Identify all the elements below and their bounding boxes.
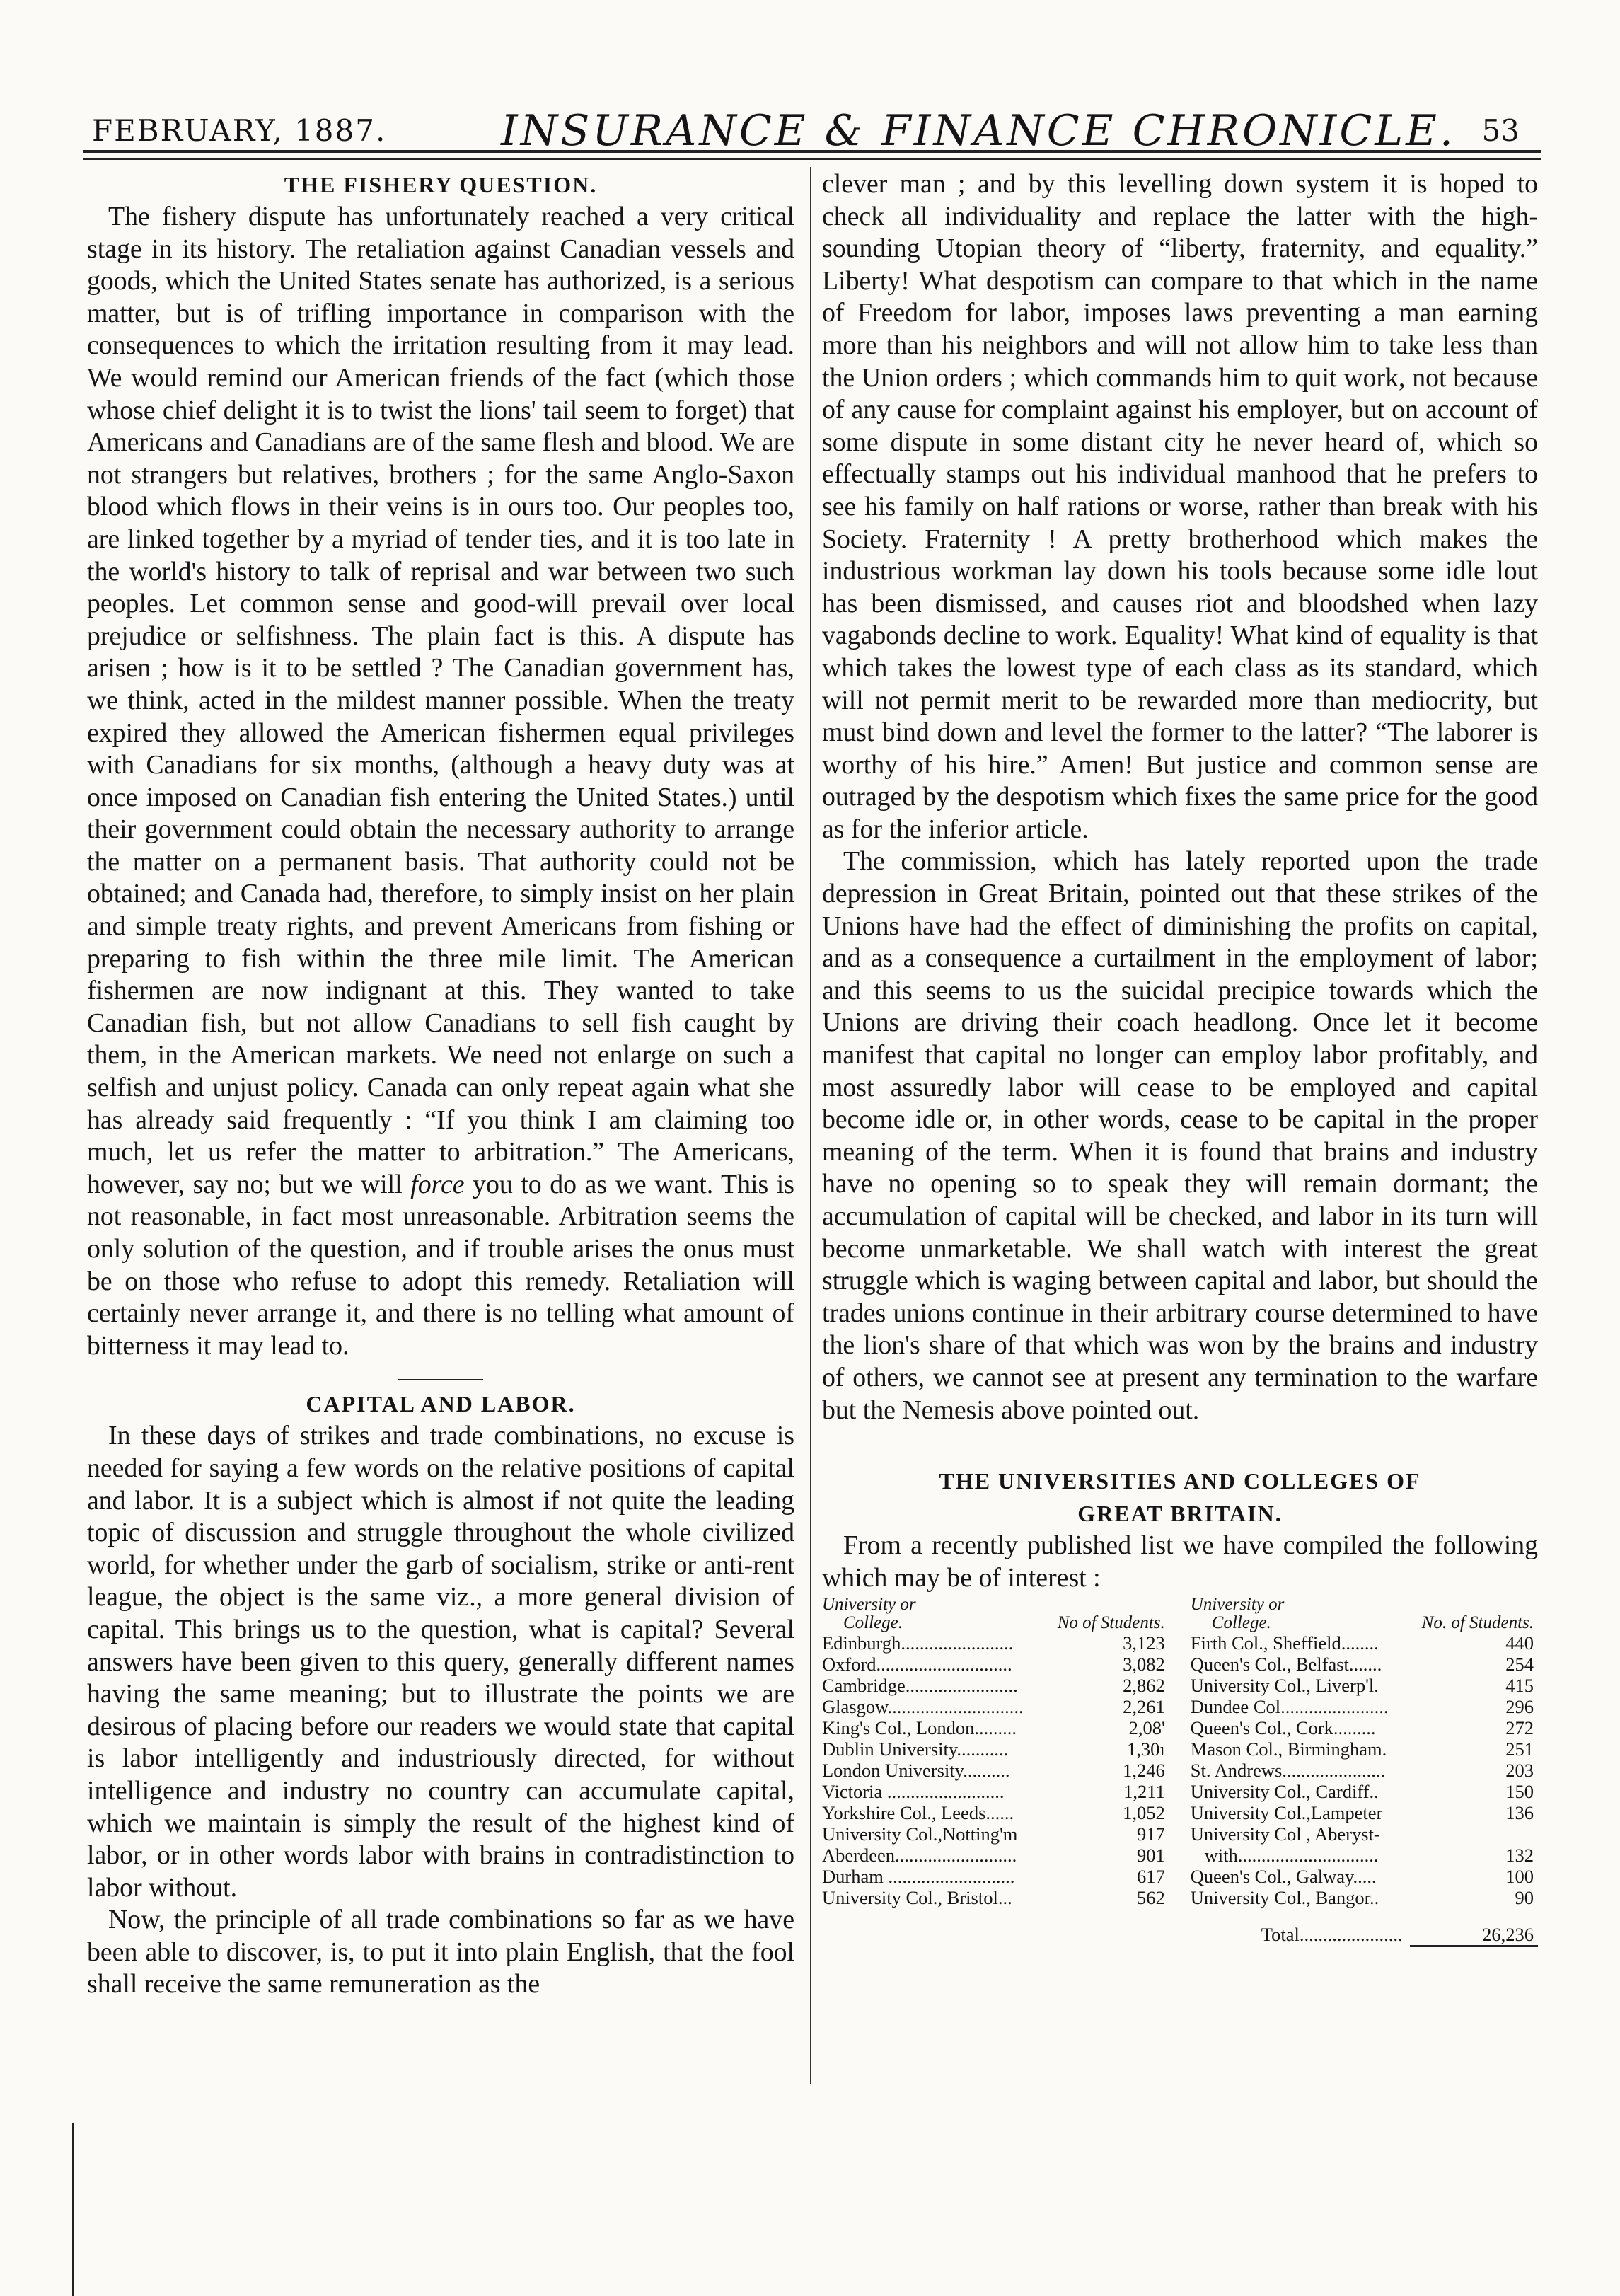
right-name: University Col.,Lampeter [1190, 1802, 1383, 1824]
right-count: 150 [1505, 1781, 1534, 1803]
capital-paragraph-2-continued: clever man ; and by this levelling down system it is hoped to check all individuality and replace the latter with the high-sounding Utopian theory of “liberty, fraternity, and equality.” Liberty! What despotism can compare to that which in the name of Freedom for labor, imposes laws preventing a man earning more than his neighbors and will not allow him to take less than the Union orders ; which commands him to quit work, not because of any cause for complaint against his employer, but on account of some dispute in some distant city he never heard of, which so effectually stamps out his individual manhood that he prefers to see his family on half rations or worse, rather than break with his Society. Fraternity ! A pretty brotherhood which makes the industrious workman lay down his tools because some idle lout has been dismissed, and causes riot and bloodshed when lazy vagabonds decline to work. Equality! What kind of equality is that which takes the lowest type of each class as its standard, which will not permit merit to be rewarded more than mediocrity, but must bind down and level the former to the latter? “The laborer is worthy of his hire.” Amen! But justice and common sense are outraged by the despotism which fixes the same price for the good as for the inferior article. [822, 169, 1538, 844]
table-row [822, 1632, 1538, 1654]
header-rule-thick [83, 150, 1541, 153]
right-count: 296 [1505, 1696, 1534, 1718]
left-count: 2,261 [1123, 1696, 1165, 1718]
right-count: 251 [1505, 1738, 1534, 1760]
left-column [87, 168, 794, 2001]
left-count: 3,082 [1123, 1654, 1165, 1675]
right-name: Mason Col., Birmingham. [1190, 1738, 1387, 1760]
left-name: London University.......... [822, 1760, 1010, 1782]
left-count: 1,30ı [1127, 1738, 1165, 1760]
total-label: Total...................... [1261, 1924, 1403, 1946]
table-row [822, 1781, 1538, 1802]
left-name: University Col.,Notting'm [822, 1823, 1018, 1845]
page-number: 53 [1481, 113, 1520, 148]
right-count [1410, 1823, 1538, 1845]
right-name: University Col., Bangor.. [1190, 1887, 1379, 1909]
col-header-college: College. [843, 1613, 903, 1633]
issue-date: FEBRUARY, 1887. [92, 113, 387, 148]
masthead [83, 103, 1548, 156]
left-name: Glasgow............................. [822, 1696, 1024, 1718]
right-name: Queen's Col., Belfast....... [1190, 1654, 1382, 1675]
fishery-heading: THE FISHERY QUESTION. [284, 172, 598, 197]
left-name: Oxford............................. [822, 1654, 1012, 1675]
right-count: 440 [1505, 1632, 1534, 1654]
left-name: Dublin University........... [822, 1738, 1009, 1760]
capital-paragraph-3: The commission, which has lately reported upon the trade depression in Great Britain, pointed out that these strikes of the Unions have had the effect of diminishing the profits on capital, and as a consequence a curtailment in the employment of labor; and this seems to us the suicidal precipice towards which the Unions are driving their coach headlong. Once let it become manifest that capital no longer can employ labor profitably, and most assuredly labor will cease to be employed and capital become idle or, in other words, cease to be capital in the proper meaning of the term. When it is found that brains and industry have no opening so to speak they will remain dormant; the accumulation of capital will be checked, and labor in its turn will become unmarketable. We shall watch with interest the great struggle which is waging between capital and labor, but should the trades unions continue in their arbitrary course determined to have the lion's share of that which was won by the brains and industry of others, we cannot see at present any termination to the warfare but the Nemesis above pointed out. [822, 846, 1538, 1425]
right-name: with.............................. [1190, 1845, 1379, 1867]
right-name: Queen's Col., Cork......... [1190, 1717, 1376, 1739]
col-header-students-2: No. of Students. [1421, 1613, 1534, 1633]
column-divider [810, 167, 811, 2084]
section-rule [398, 1379, 483, 1380]
right-count: 254 [1505, 1654, 1534, 1675]
right-name: University Col., Liverp'l. [1190, 1675, 1379, 1697]
fishery-paragraph: The fishery dispute has unfortunately reached a very critical stage in its history. The retaliation against Canadian vessels and goods, which the United States senate has authorized, is a serious matter, but is of trifling importance in comparison with the consequences to which the irritation resulting from it may lead. We would remind our American friends of the fact (which those whose chief delight it is to twist the lions' tail seem to forget) that Americans and Canadians are of the same flesh and blood. We are not strangers but relatives, brothers ; for the same Anglo-Saxon blood which flows in their veins is in ours too. Our peoples too, are linked together by a myriad of tender ties, and it is too late in the world's history to talk of reprisal and war between two such peoples. Let common sense and good-will prevail over local prejudice or selfishness. The plain fact is this. A dispute has arisen ; how is it to be settled ? The Canadian government has, we think, acted in the mildest manner possible. When the treaty expired they allowed the American fishermen equal privileges with Canadians for six months, (although a heavy duty was at once imposed on Canadian fish entering the United States.) until their government could obtain the necessary authority to arrange the matter on a permanent basis. That authority could not be obtained; and Canada had, therefore, to simply insist on her plain and simple treaty rights, and prevent Americans from fishing or preparing to fish within the three mile limit. The American fishermen are now indignant at this. They wanted to take Canadian fish, but not allow Canadians to sell fish caught by them, in the American markets. We need not enlarge on such a selfish and unjust policy. Canada can only repeat again what she has already said frequently : “If you think I am claiming too much, let us refer the matter to arbitration.” The Americans, however, say no; but we will force you to do as we want. This is not reasonable, in fact most unreasonable. Arbitration seems the only solution of the question, and if trouble arises the onus must be on those who refuse to adopt this remedy. Retaliation will certainly never arrange it, and there is no telling what amount of bitterness it may lead to. [87, 202, 794, 1361]
right-count: 272 [1505, 1717, 1534, 1739]
table-row [822, 1717, 1538, 1738]
universities-table [822, 1596, 1538, 1947]
table-row [822, 1675, 1538, 1696]
left-count: 917 [1137, 1823, 1165, 1845]
capital-paragraph-2: Now, the principle of all trade combinations so far as we have been able to discover, is, to put it into plain English, that the fool shall receive the same remuneration as the [87, 1905, 794, 2000]
left-name: Durham ........................... [822, 1866, 1015, 1888]
left-name: Edinburgh........................ [822, 1632, 1014, 1654]
table-row [822, 1802, 1538, 1823]
right-count: 136 [1505, 1802, 1534, 1824]
left-name: University Col., Bristol... [822, 1887, 1012, 1909]
table-row [822, 1738, 1538, 1760]
right-count: 203 [1505, 1760, 1534, 1782]
col-header-college-2: College. [1211, 1613, 1271, 1633]
left-count: 1,246 [1123, 1760, 1165, 1782]
universities-heading-line1: THE UNIVERSITIES AND COLLEGES OF [939, 1468, 1421, 1494]
total-value: 26,236 [1410, 1908, 1538, 1946]
left-name: Yorkshire Col., Leeds...... [822, 1802, 1014, 1824]
right-count: 100 [1505, 1866, 1534, 1888]
left-count: 562 [1137, 1887, 1165, 1909]
total-row [822, 1908, 1538, 1946]
header-rule-thin [83, 158, 1541, 160]
left-count: 3,123 [1123, 1632, 1165, 1654]
table-header-row-2 [822, 1614, 1538, 1632]
col-header-name: University or [822, 1595, 916, 1615]
right-name: St. Andrews...................... [1190, 1760, 1386, 1782]
margin-line [72, 2123, 74, 2296]
capital-paragraph-1: In these days of strikes and trade combinations, no excuse is needed for saying a few words on the relative positions of capital and labor. It is a subject which is almost if not quite the leading topic of discussion and struggle throughout the whole civilized world, for whether under the garb of socialism, strike or anti-rent league, the object is the same viz., a more general division of capital. This brings us to the question, what is capital? Several answers have been given to this query, generally different names having the same meaning; but to illustrate the points we are desirous of placing before our readers we would state that capital is labor intelligently and industriously directed, for without intelligence and industry no country can accumulate capital, which we maintain is simply the result of the highest kind of labor, or in other words labor with brains in contradistinction to labor without. [87, 1421, 794, 1903]
left-count: 2,862 [1123, 1675, 1165, 1697]
left-count: 901 [1137, 1845, 1165, 1867]
right-name: University Col., Cardiff.. [1190, 1781, 1379, 1803]
right-name: University Col , Aberyst- [1190, 1823, 1380, 1845]
left-name: Victoria ......................... [822, 1781, 1005, 1803]
left-name: Aberdeen.......................... [822, 1845, 1017, 1867]
table-row [822, 1823, 1538, 1845]
col-header-students: No of Students. [1057, 1613, 1165, 1633]
right-name: Dundee Col....................... [1190, 1696, 1389, 1718]
col-header-name-2: University or [1190, 1595, 1285, 1615]
right-name: Firth Col., Sheffield........ [1190, 1632, 1379, 1654]
right-count: 132 [1505, 1845, 1534, 1867]
left-name: Cambridge........................ [822, 1675, 1018, 1697]
capital-heading: CAPITAL AND LABOR. [306, 1391, 576, 1417]
universities-intro: From a recently published list we have compiled the following which may be of interest : [822, 1530, 1538, 1593]
table-row [822, 1654, 1538, 1675]
left-count: 1,052 [1123, 1802, 1165, 1824]
table-row [822, 1696, 1538, 1717]
table-row [822, 1845, 1538, 1866]
right-name: Queen's Col., Galway..... [1190, 1866, 1377, 1888]
right-count: 415 [1505, 1675, 1534, 1697]
left-name: King's Col., London......... [822, 1717, 1017, 1739]
publication-title: INSURANCE & FINANCE CHRONICLE. [501, 106, 1456, 156]
universities-heading-line2: GREAT BRITAIN. [1077, 1501, 1283, 1527]
left-count: 2,08' [1128, 1717, 1165, 1739]
table-row [822, 1866, 1538, 1887]
table-row [822, 1887, 1538, 1908]
table-row [822, 1760, 1538, 1781]
right-count: 90 [1515, 1887, 1534, 1909]
left-count: 617 [1137, 1866, 1165, 1888]
table-header-row [822, 1596, 1538, 1614]
left-count: 1,211 [1123, 1781, 1165, 1803]
right-column [822, 168, 1538, 1947]
